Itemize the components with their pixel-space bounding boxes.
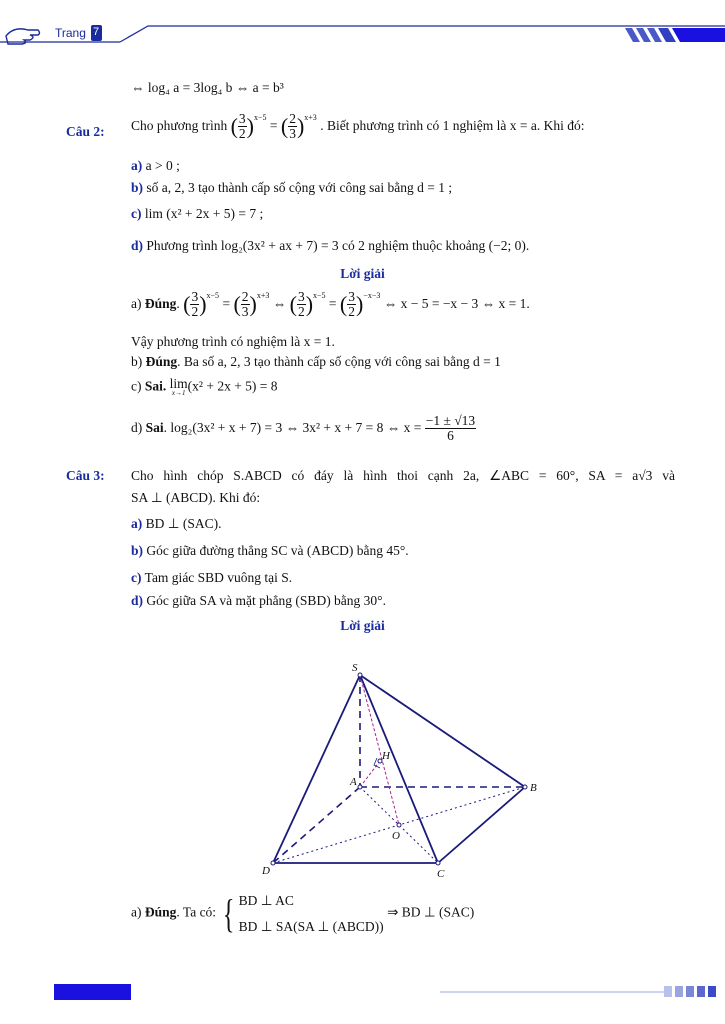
cau2-solution-a-note: Vậy phương trình có nghiệm là x = 1. — [131, 334, 335, 349]
cau2-option-a: a) a > 0 ; — [131, 158, 180, 173]
cau2-solution-d: d) Sai. log₂(3x² + x + 7) = 3 ⇔ 3x² + x + 7 = 8 ⇔ x = $\frac{-1 \pm √13}{6}$ — [131, 413, 476, 444]
label-H: H — [382, 750, 390, 762]
cau2-solution-a: a) Đúng. ( $\frac{3}{2}$ )$^{x-5}$ = ( $\frac{2}{3}$ )$^{x+3}$ ⇔ ( $\frac{3}{2}$ )$^{x-5}$ = ( $\frac{3}{2}$ )$^{-x-3}$ ⇔ x − 5 = −x − 3 ⇔ x = 1. — [131, 289, 530, 320]
cau3-label: Câu 3: — [66, 468, 105, 483]
cau2-label: Câu 2: — [66, 124, 105, 139]
cau2-option-b: b) số a, 2, 3 tạo thành cấp số cộng với công sai bằng d = 1 ; — [131, 180, 453, 195]
cau3-option-b: b) Góc giữa đường thẳng SC và (ABCD) bằng 45°. — [131, 543, 409, 558]
cau2-option-d: d) Phương trình log₂(3x² + ax + 7) = 3 có 2 nghiệm thuộc khoảng (−2; 0). — [131, 238, 530, 253]
label-D: D — [262, 865, 270, 877]
label-B: B — [530, 782, 537, 794]
cau3-intro-line2: SA ⊥ (ABCD). Khi đó: — [131, 490, 261, 505]
edge-BC — [438, 787, 525, 863]
page-footer-graphic — [0, 980, 725, 1010]
header-stripes-decoration — [625, 28, 725, 42]
edge-SD — [273, 675, 360, 863]
cau3-solution-a: a) Đúng. Ta có: { BD ⊥ AC BD ⊥ SA(SA ⊥ (ABCD)) ⇒ BD ⊥ (SAC) — [131, 891, 475, 937]
label-O: O — [392, 830, 400, 842]
page-header-graphic — [0, 0, 725, 60]
cau3-option-a: a) BD ⊥ (SAC). — [131, 516, 222, 531]
cau2-intro: Cho phương trình ( $\frac{3}{2}$ )$^{x-5}$ = ( $\frac{2}{3}$ )$^{x+3}$ . Biết phương trình có 1 nghiệm là x = a. Khi đó: — [131, 111, 585, 142]
line-AH — [360, 761, 380, 787]
cau2-solution-title: Lời giải — [340, 266, 385, 281]
cau2-solution-c: c) Sai. lim x→1 (x² + 2x + 5) = 8 — [131, 376, 278, 398]
header-label: Trang — [55, 26, 86, 40]
edge-SB — [360, 675, 525, 787]
top-equation: ⇔ log₄ a = 3log₄ b ⇔ a = b³ — [131, 80, 284, 95]
cau3-intro-line1: Cho hình chóp S.ABCD có đáy là hình thoi cạnh 2a, ∠ABC = 60°, SA = a√3 và — [131, 468, 675, 483]
edge-AD — [273, 787, 360, 863]
pyramid-figure — [240, 655, 560, 885]
cau2-solution-b: b) Đúng. Ba số a, 2, 3 tạo thành cấp số cộng với công sai bằng d = 1 — [131, 354, 501, 369]
cau2-option-c: c) lim (x² + 2x + 5) = 7 ; — [131, 206, 264, 221]
label-C: C — [437, 868, 445, 880]
cau3-option-c: c) Tam giác SBD vuông tại S. — [131, 570, 293, 585]
cau3-solution-title: Lời giải — [340, 618, 385, 633]
page-number: 7 — [93, 26, 100, 38]
label-A: A — [350, 776, 357, 788]
label-S: S — [352, 662, 358, 674]
cau3-option-d: d) Góc giữa SA và mặt phẳng (SBD) bằng 30°. — [131, 593, 386, 608]
